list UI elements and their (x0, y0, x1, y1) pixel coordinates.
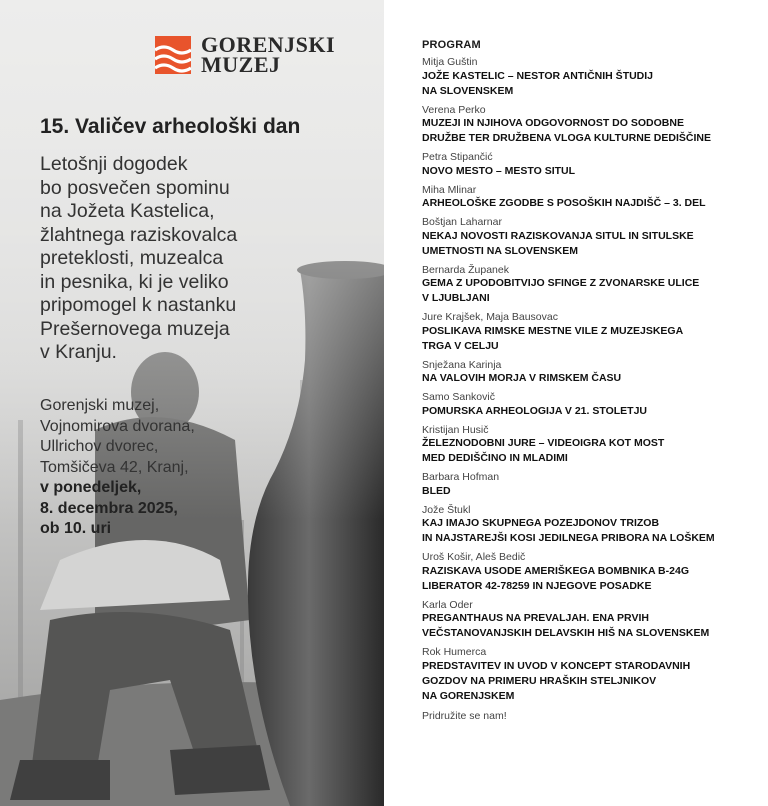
talk-title-line: JOŽE KASTELIC – NESTOR ANTIČNIH ŠTUDIJ (422, 69, 654, 82)
logo-text (201, 32, 336, 77)
talk-author: Rok Humerca (422, 646, 487, 658)
logo-line-2: MUZEJ (201, 52, 281, 77)
event-description (40, 153, 370, 365)
talk-author: Petra Stipančić (422, 151, 493, 163)
program-panel (422, 38, 752, 723)
talk-item (422, 104, 752, 147)
talk-title-line: NA VALOVIH MORJA V RIMSKEM ČASU (422, 372, 622, 384)
talk-author: Kristijan Husič (422, 423, 489, 436)
date-line: ob 10. uri (40, 520, 112, 537)
talk-author: Jože Štukl (422, 503, 471, 516)
talk-author: Barbara Hofman (422, 471, 500, 483)
talk-title-line: RAZISKAVA USODE AMERIŠKEGA BOMBNIKA B-24G (422, 564, 689, 577)
talk-item (422, 264, 752, 307)
description-line: pripomogel k nastanku (40, 294, 237, 316)
talk-item (422, 391, 752, 419)
talk-item (422, 184, 752, 212)
description-line: žlahtnega raziskovalca (40, 223, 238, 246)
talk-title-line: MED DEDIŠČINO IN MLADIMI (422, 452, 568, 464)
talk-title-line: PREGANTHAUS NA PREVALJAH. ENA PRVIH (422, 612, 649, 624)
talk-title-line: IN NAJSTAREJŠI KOSI JEDILNEGA PRIBORA NA LOŠKEM (422, 532, 715, 544)
talk-author: Boštjan Laharnar (422, 216, 502, 228)
talk-title (422, 229, 752, 259)
logo-line-1: GORENJSKI (201, 32, 336, 57)
talk-title-line: UMETNOSTI NA SLOVENSKEM (422, 244, 578, 257)
date-line: 8. decembra 2025, (40, 499, 178, 517)
venue-line: Tomšičeva 42, Kranj, (40, 458, 189, 476)
talk-item (422, 471, 752, 499)
talk-title-line: MUZEJI IN NJIHOVA ODGOVORNOST DO SODOBNE (422, 117, 684, 129)
talk-title-line: NEKAJ NOVOSTI RAZISKOVANJA SITUL IN SITULSKE (422, 229, 694, 242)
venue-line: Gorenjski muzej, (40, 397, 160, 414)
description-line: Prešernovega muzeja (40, 317, 230, 340)
talk-title-line: LIBERATOR 42-78259 IN NJEGOVE POSADKE (422, 579, 652, 592)
talk-title-line: NA GORENJSKEM (422, 689, 515, 702)
talk-title (422, 659, 752, 704)
talk-author: Bernarda Županek (422, 263, 509, 276)
talk-title-line: DRUŽBE TER DRUŽBENA VLOGA KULTURNE DEDIŠČINE (422, 132, 711, 144)
event-title: 15. Valičev arheološki dan (40, 115, 301, 138)
talk-author: Samo Sankovič (422, 391, 495, 403)
talk-author: Uroš Košir, Aleš Bedič (422, 551, 526, 563)
talk-title-line: PREDSTAVITEV IN UVOD V KONCEPT STARODAVNIH (422, 659, 691, 672)
talk-item (422, 216, 752, 259)
talk-title (422, 196, 752, 211)
talk-title-line: V LJUBLJANI (422, 292, 490, 304)
talk-item (422, 599, 752, 642)
talk-title (422, 516, 752, 546)
description-line: Letošnji dogodek (40, 153, 188, 175)
talk-title (422, 404, 752, 419)
talk-title (422, 436, 752, 466)
date-line: v ponedeljek, (40, 479, 142, 496)
description-line: na Jožeta Kastelica, (40, 200, 215, 222)
venue-line: Ullrichov dvorec, (40, 438, 159, 455)
talk-author: Snježana Karinja (422, 358, 502, 371)
talk-item (422, 551, 752, 594)
description-line: preteklosti, muzealca (40, 247, 224, 269)
talk-title-line: NOVO MESTO – MESTO SITUL (422, 164, 576, 177)
talk-title (422, 564, 752, 594)
talk-item (422, 311, 752, 354)
talk-author: Mitja Guštin (422, 56, 478, 68)
talk-item (422, 359, 752, 387)
talk-title-line: VEČSTANOVANJSKIH DELAVSKIH HIŠ NA SLOVENSKEM (422, 627, 710, 639)
talk-title-line: POSLIKAVA RIMSKE MESTNE VILE Z MUZEJSKEGA (422, 324, 684, 337)
talk-author: Jure Krajšek, Maja Bausovac (422, 311, 558, 323)
talk-title-line: POMURSKA ARHEOLOGIJA V 21. STOLETJU (422, 404, 648, 417)
talk-item (422, 646, 752, 704)
talk-title (422, 116, 752, 146)
logo-waves-icon (155, 36, 191, 74)
talk-title-line: BLED (422, 484, 451, 497)
talk-title-line: GEMA Z UPODOBITVIJO SFINGE Z ZVONARSKE ULICE (422, 277, 700, 289)
talk-title-line: TRGA V CELJU (422, 339, 499, 352)
venue-line: Vojnomirova dvorana, (40, 417, 195, 435)
talk-title-line: ARHEOLOŠKE ZGODBE S POSOŠKIH NAJDIŠČ – 3. DEL (422, 197, 706, 209)
talk-title (422, 324, 752, 354)
talk-author: Verena Perko (422, 103, 486, 116)
description-line: v Kranju. (40, 341, 117, 363)
talk-item (422, 151, 752, 179)
talk-list (422, 56, 752, 704)
museum-logo (155, 32, 336, 77)
talk-title-line: NA SLOVENSKEM (422, 84, 514, 97)
talk-item (422, 424, 752, 467)
talk-title (422, 276, 752, 306)
closing-text: Pridružite se nam! (422, 709, 507, 722)
talk-title-line: GOZDOV NA PRIMERU HRAŠKIH STELJNIKOV (422, 674, 657, 687)
talk-item (422, 56, 752, 99)
description-line: in pesnika, ki je veliko (40, 270, 229, 293)
talk-title (422, 371, 752, 386)
talk-title (422, 69, 752, 99)
talk-title (422, 484, 752, 499)
venue-info (40, 396, 280, 540)
talk-title (422, 611, 752, 641)
talk-title (422, 164, 752, 179)
talk-title-line: ŽELEZNODOBNI JURE – VIDEOIGRA KOT MOST (422, 437, 665, 449)
talk-item (422, 504, 752, 547)
program-heading: PROGRAM (422, 39, 481, 51)
talk-title-line: KAJ IMAJO SKUPNEGA POZEJDONOV TRIZOB (422, 517, 660, 529)
talk-author: Miha Mlinar (422, 183, 477, 196)
talk-author: Karla Oder (422, 598, 473, 611)
description-line: bo posvečen spominu (40, 176, 230, 199)
